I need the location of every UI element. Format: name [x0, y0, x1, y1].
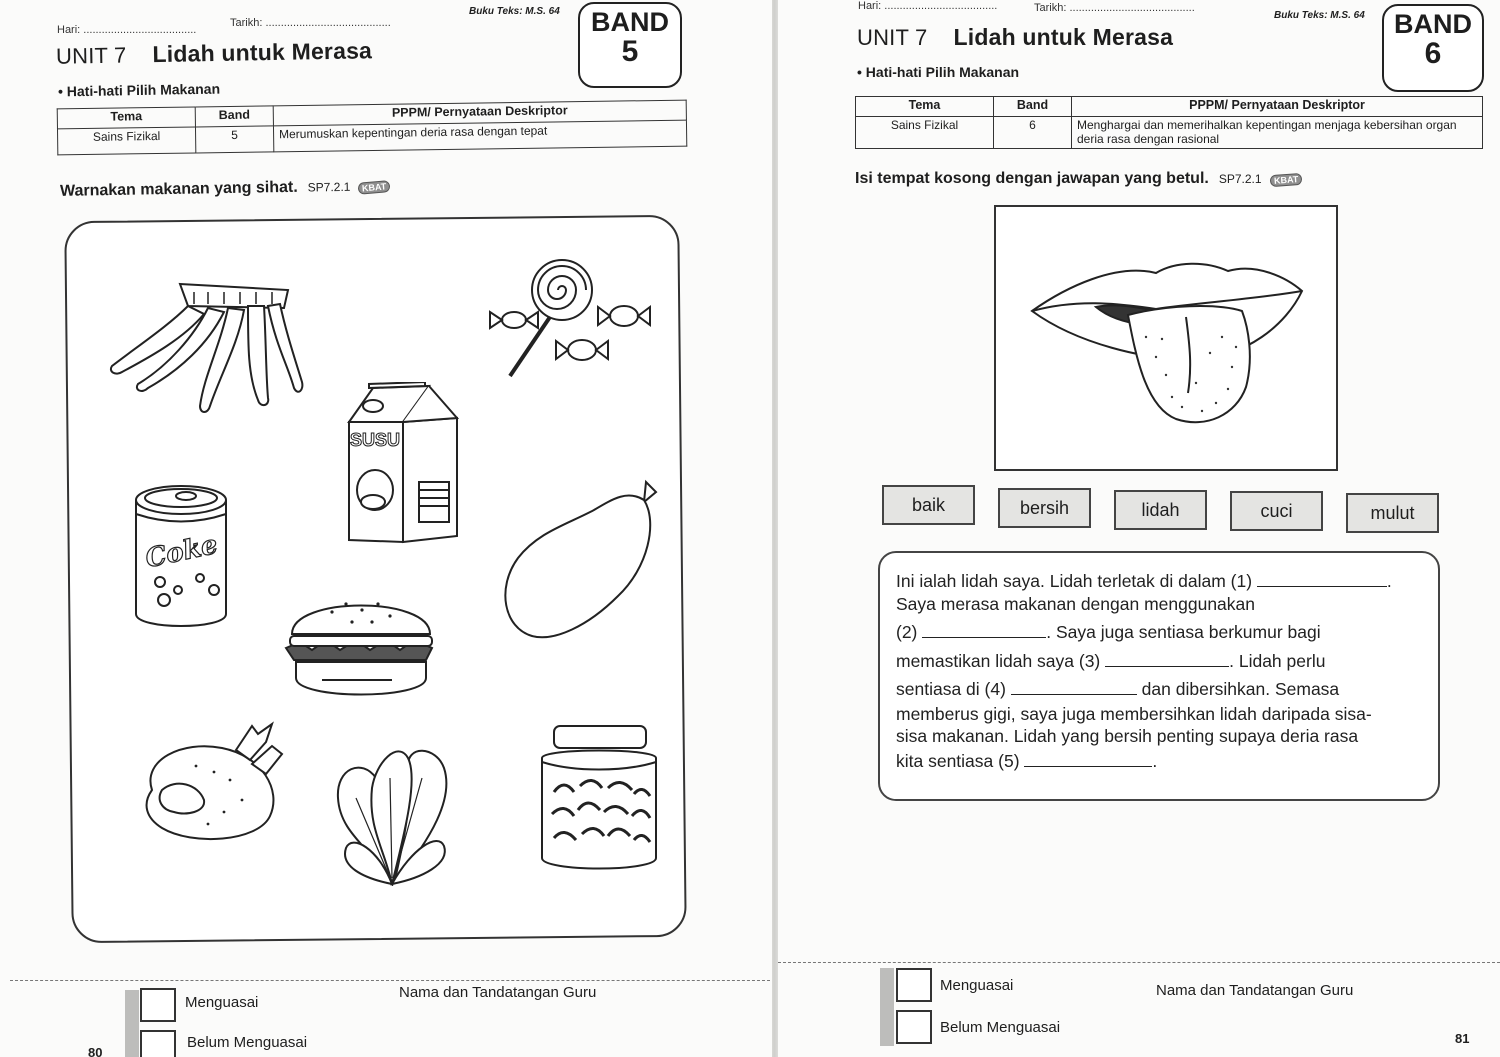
table-header: PPPM/ Pernyataan Deskriptor — [273, 100, 686, 126]
vegetable-icon[interactable] — [332, 738, 458, 886]
roast-chicken-icon[interactable] — [132, 720, 288, 848]
standard-code: SP7.2.1 — [1218, 172, 1262, 186]
blank-5[interactable] — [1024, 751, 1152, 767]
unit-label: UNIT 7 — [55, 42, 127, 69]
burger-icon[interactable] — [282, 582, 440, 704]
buku-teks-ref: Buku Teks: M.S. 64 — [1274, 10, 1365, 21]
banana-icon[interactable] — [108, 276, 308, 418]
passage-text: Ini ialah lidah saya. Lidah terletak di dalam (1) — [896, 571, 1253, 591]
subtopic: • Hati-hati Pilih Makanan — [57, 80, 221, 100]
can-label: Coke — [142, 529, 221, 575]
blank-3[interactable] — [1105, 651, 1229, 667]
table-header: Band — [195, 106, 273, 127]
tongue-picture-frame — [994, 205, 1338, 471]
band-badge — [578, 2, 682, 88]
instruction — [855, 170, 1302, 188]
table-cell: Merumuskan kepentingan deria rasa dengan tepat — [273, 120, 686, 152]
belum-menguasai-label: Belum Menguasai — [187, 1034, 308, 1051]
right-page — [778, 0, 1500, 1057]
band-word: BAND — [591, 7, 669, 37]
belum-menguasai-checkbox[interactable] — [140, 1030, 176, 1057]
carton-label: SUSU — [349, 430, 401, 450]
page-divider — [778, 962, 1500, 963]
menguasai-checkbox[interactable] — [140, 988, 176, 1022]
passage-line: memberus gigi, saya juga membersihkan lidah daripada sisa- — [896, 704, 1372, 724]
word-bank-mulut[interactable]: mulut — [1346, 493, 1439, 533]
kbat-badge: KBAT — [358, 180, 391, 195]
table-cell: Sains Fizikal — [856, 117, 994, 149]
belum-menguasai-label: Belum Menguasai — [940, 1019, 1061, 1036]
band-word: BAND — [1394, 9, 1472, 39]
table-header: Tema — [57, 107, 195, 129]
passage-text: . — [1152, 751, 1158, 771]
table-header: Tema — [856, 97, 994, 117]
hari-label: Hari: ..................................... — [858, 0, 998, 12]
belum-menguasai-checkbox[interactable] — [896, 1010, 932, 1044]
passage-text: dan dibersihkan. Semasa — [1141, 679, 1340, 699]
band-number: 6 — [1424, 37, 1442, 70]
buku-teks-ref: Buku Teks: M.S. 64 — [469, 6, 560, 17]
menguasai-label: Menguasai — [940, 977, 1014, 994]
subtopic: • Hati-hati Pilih Makanan — [857, 64, 1020, 80]
instruction-text: Isi tempat kosong dengan jawapan yang betul. — [855, 170, 1209, 187]
tarikh-label: Tarikh: ......................................... — [230, 17, 391, 29]
tarikh-label: Tarikh: ......................................... — [1034, 2, 1195, 14]
standard-code: SP7.2.1 — [307, 179, 351, 195]
hari-label: Hari: ..................................... — [57, 24, 197, 36]
teacher-signature-label: Nama dan Tandatangan Guru — [399, 984, 597, 1001]
soda-can-icon[interactable] — [130, 478, 234, 636]
passage-line — [896, 751, 1157, 772]
passage-text: memastikan lidah saya (3) — [896, 651, 1101, 671]
word-bank-bersih[interactable]: bersih — [998, 488, 1091, 528]
passage-line: Saya merasa makanan dengan menggunakan — [896, 594, 1255, 614]
kbat-badge: KBAT — [1269, 173, 1302, 187]
blank-2[interactable] — [922, 622, 1046, 638]
passage-line — [896, 651, 1325, 672]
word-bank-lidah[interactable]: lidah — [1114, 490, 1207, 530]
checklist-bar — [880, 968, 894, 1046]
descriptor-table — [57, 100, 688, 156]
unit-label: UNIT 7 — [857, 25, 928, 50]
passage-line — [896, 679, 1339, 700]
unit-name: Lidah untuk Merasa — [953, 24, 1174, 50]
table-header: PPPM/ Pernyataan Deskriptor — [1072, 97, 1483, 117]
passage-text: . Lidah perlu — [1229, 651, 1326, 671]
papaya-icon[interactable] — [498, 478, 664, 644]
word-bank-cuci[interactable]: cuci — [1230, 491, 1323, 531]
passage-line: sisa makanan. Lidah yang bersih penting supaya deria rasa — [896, 726, 1359, 746]
instruction-text: Warnakan makanan yang sihat. — [59, 178, 298, 200]
unit-name: Lidah untuk Merasa — [152, 37, 373, 68]
word-bank-baik[interactable]: baik — [882, 485, 975, 525]
instruction — [60, 177, 391, 201]
passage-text: . — [1386, 571, 1392, 591]
blank-1[interactable] — [1257, 571, 1387, 587]
table-row — [856, 117, 1483, 149]
passage-text: . Saya juga sentiasa berkumur bagi — [1046, 622, 1321, 642]
passage-line — [896, 571, 1392, 592]
table-header-row — [856, 97, 1483, 117]
menguasai-label: Menguasai — [185, 994, 259, 1011]
menguasai-checkbox[interactable] — [896, 968, 932, 1002]
tongue-icon — [996, 207, 1336, 469]
blank-4[interactable] — [1011, 679, 1137, 695]
table-cell: Sains Fizikal — [57, 127, 195, 155]
passage-text: kita sentiasa (5) — [896, 751, 1020, 771]
candy-lollipop-icon[interactable] — [486, 258, 666, 380]
passage-line — [896, 622, 1321, 643]
pickle-jar-icon[interactable] — [534, 722, 664, 874]
table-cell: Menghargai dan memerihalkan kepentingan menjaga kebersihan organ deria rasa dengan rasional — [1072, 117, 1483, 149]
descriptor-table — [855, 96, 1483, 149]
table-header: Band — [994, 97, 1072, 117]
checklist-bar — [125, 990, 139, 1057]
milk-carton-icon[interactable] — [343, 382, 463, 544]
passage-text: sentiasa di (4) — [896, 679, 1006, 699]
unit-title — [56, 37, 373, 70]
teacher-signature-label: Nama dan Tandatangan Guru — [1156, 982, 1354, 999]
band-badge — [1382, 4, 1484, 92]
band-number: 5 — [621, 35, 639, 68]
table-cell: 6 — [994, 117, 1072, 149]
page-number: 81 — [1455, 1031, 1470, 1046]
table-cell: 5 — [195, 126, 273, 153]
unit-title — [857, 24, 1173, 51]
passage-text: (2) — [896, 622, 918, 642]
page-number: 80 — [88, 1045, 103, 1057]
page-divider — [10, 980, 770, 981]
